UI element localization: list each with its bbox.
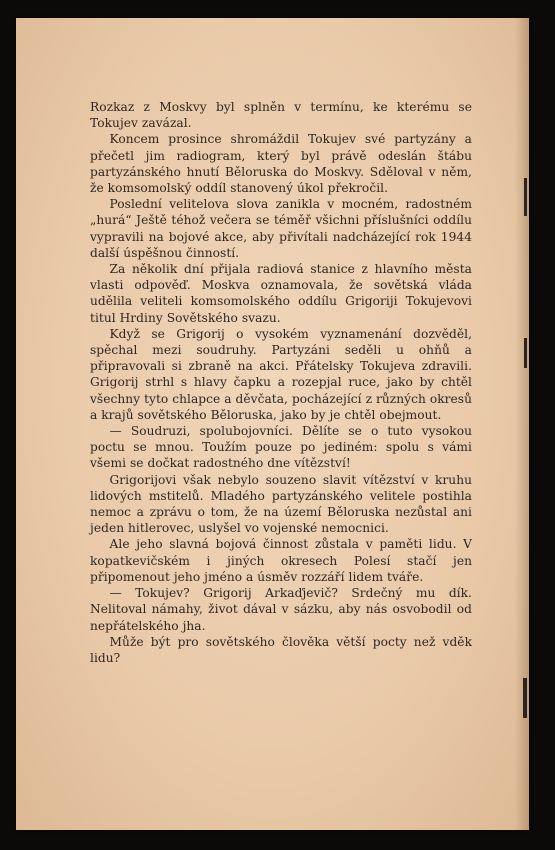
paragraph: Za několik dní přijala radiová stanice z hlavního města vlasti odpověď. Moskva oznamovala, že sovětská vláda udělila veliteli komsomolského oddílu Grigoriji Tokujevovi titul Hrdiny Sovětského svazu. [90,262,472,325]
binding-mark [524,178,527,216]
paragraph: Když se Grigorij o vysokém vyznamenání dozvěděl, spěchal mezi soudruhy. Partyzáni seděli u ohňů a připravovali si zbraně na akci. Přátelsky Tokujeva zdravili. Grigorij strhl s hlavy čapku a rozepjal ruce, jako by chtěl všechny tyto chlapce a děvčata, pocházející z různých okresů a krajů sovětského Běloruska, jako by je chtěl obejmout. [90,326,472,422]
binding-mark [524,338,527,368]
binding-mark [523,678,527,718]
paragraph: — Soudruzi, spolubojovníci. Dělíte se o tuto vysokou poctu se mnou. Toužím pouze po jediném: spolu s vámi všemi se dočkat radostného dne vítězství! [90,424,472,471]
book-page [16,18,529,830]
paragraph: Rozkaz z Moskvy byl splněn v termínu, ke kterému se Tokujev zavázal. [90,100,472,131]
paragraph: Grigorijovi však nebylo souzeno slavit vítězství v kruhu lidových mstitelů. Mladého partyzánského velitele postihla nemoc a zprávu o tom, že na území Běloruska nezůstal ani jeden hitlerovec, uslyšel vo vojenské nemocnici. [90,472,472,536]
paragraph: — Tokujev? Grigorij Arkaďjevič? Srdečný mu dík. Nelitoval námahy, život dával v sázku, aby nás osvobodil od nepřátelského jha. [90,586,472,633]
paragraph: Ale jeho slavná bojová činnost zůstala v paměti lidu. V kopatkevičském i jiných okresech Polesí stačí jen připomenout jeho jméno a úsměv rozzáří lidem tváře. [90,537,472,584]
paragraph: Poslední velitelova slova zanikla v mocném, radostném „hurá“ Ještě téhož večera se téměř všichni příslušníci oddílu vypravili na bojové akce, aby přivítali nadcházející rok 1944 další úspěšnou činností. [90,197,472,260]
paragraph: Koncem prosince shromáždil Tokujev své partyzány a přečetl jim radiogram, který byl právě odeslán štábu partyzánského hnutí Běloruska do Moskvy. Sděloval v něm, že komsomolský oddíl stanovený úkol překročil. [90,132,472,196]
paragraph: Může být pro sovětského člověka větší pocty než vděk lidu? [90,634,472,665]
page-text [90,99,472,666]
